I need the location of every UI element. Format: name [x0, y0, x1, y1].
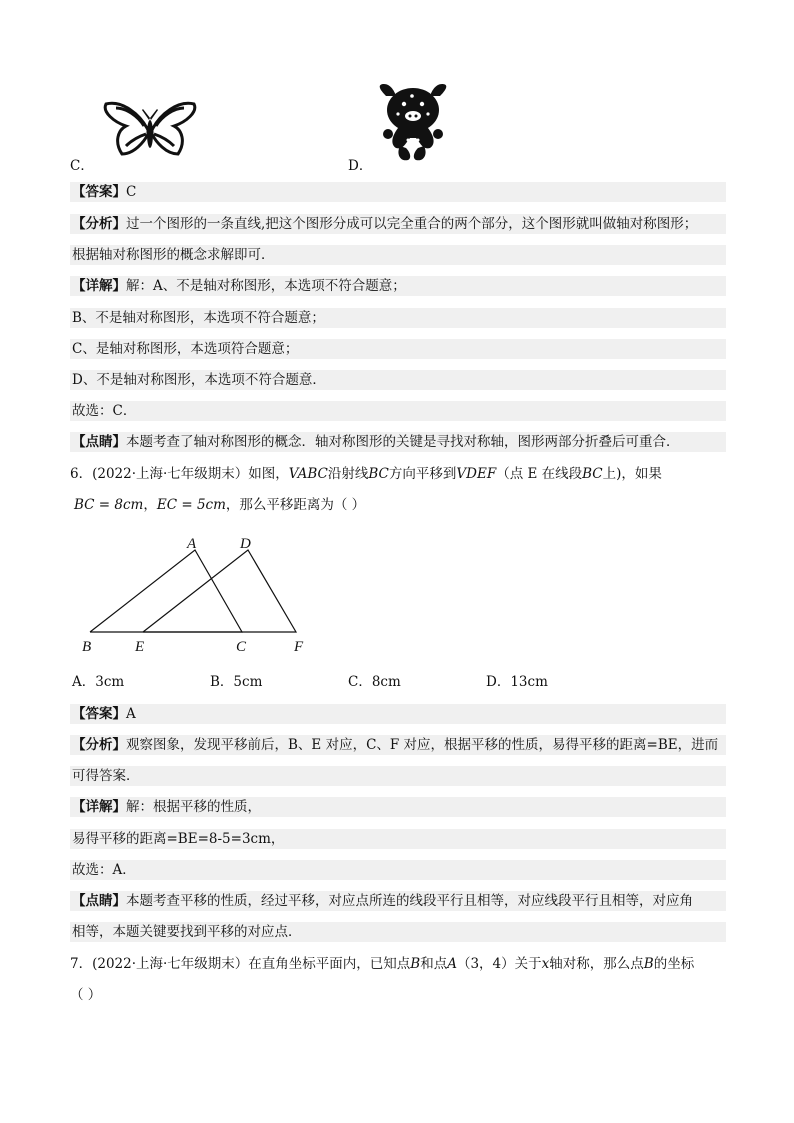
- q6-comment-tag: 【点睛】: [72, 893, 126, 909]
- q6-stem-prefix: 6．(2022·上海·七年级期末）如图，: [70, 466, 289, 482]
- q6-triangle-abc-shape: [90, 550, 242, 632]
- q6-comment-text-1: 本题考查平移的性质，经过平移，对应点所连的线段平行且相等，对应线段平行且相等，对应角: [126, 893, 693, 909]
- q7-stem-line-1: [70, 954, 694, 974]
- q6-analysis-1: [70, 735, 726, 755]
- q7-stem-mid3: 轴对称，那么点: [549, 956, 644, 972]
- q6-answer: [70, 704, 726, 724]
- pig-image: [376, 82, 450, 164]
- q5-option-d-label: D．: [348, 158, 373, 174]
- q6-detail-1: [70, 797, 726, 817]
- q6-comment-2: [70, 922, 726, 942]
- q6-answer-tag: 【答案】: [72, 706, 126, 722]
- q6-option-d: D．13cm: [486, 674, 548, 690]
- q6-analysis-text-2: 可得答案．: [72, 768, 140, 784]
- q6-label-b: B: [82, 639, 92, 655]
- q7-axis-x: x: [541, 956, 550, 972]
- q5-detail-text-1: 解：A、不是轴对称图形，本选项不符合题意；: [126, 278, 406, 294]
- q5-analysis-2: [70, 245, 726, 265]
- q6-detail-text-3: 故选：A．: [72, 862, 136, 878]
- q6-segment-bc: BC: [368, 466, 389, 482]
- q7-stem-mid1: 和点: [420, 956, 448, 972]
- q6-option-b: B．5cm: [210, 674, 263, 690]
- q6-triangle-def-shape: [143, 550, 296, 632]
- q6-detail-2: [70, 829, 726, 849]
- q5-comment-tag: 【点睛】: [72, 434, 126, 450]
- q5-detail-4: [70, 370, 726, 390]
- q6-stem-suffix: 上)，如果: [602, 466, 662, 482]
- q6-analysis-text-1: 观察图象，发现平移前后，B、E 对应，C、F 对应，根据平移的性质，易得平移的距离=BE，进而: [126, 737, 719, 753]
- q5-detail-2: [70, 308, 726, 328]
- q6-label-c: C: [236, 639, 247, 655]
- q6-label-e: E: [135, 639, 145, 655]
- q6-condition-bc: BC = 8cm: [74, 497, 144, 513]
- q6-detail-text-2: 易得平移的距离=BE=8-5=3cm，: [72, 831, 285, 847]
- q5-detail-5: [70, 401, 726, 421]
- q7-point-a: A: [447, 956, 457, 972]
- q6-analysis-tag: 【分析】: [72, 737, 126, 753]
- q5-analysis-text-1: 过一个图形的一条直线,把这个图形分成可以完全重合的两个部分，这个图形就叫做轴对称图形；: [126, 216, 698, 232]
- q6-detail-3: [70, 860, 726, 880]
- q6-condition-ec: EC = 5cm: [156, 497, 226, 513]
- q5-detail-1: [70, 276, 726, 296]
- q5-detail-text-4: D、不是轴对称图形，本选项不符合题意．: [72, 372, 326, 388]
- butterfly-image: [100, 96, 200, 162]
- q6-label-d: D: [240, 536, 251, 552]
- q5-detail-text-3: C、是轴对称图形，本选项符合题意；: [72, 341, 299, 357]
- q6-stem-mid3: （点 E 在线段: [496, 466, 583, 482]
- q6-condition-separator: ，: [143, 497, 157, 513]
- q6-segment-bc-2: BC: [582, 466, 603, 482]
- q7-point-b-2: B: [643, 956, 654, 972]
- q7-stem-line-2: （ ）: [70, 987, 102, 1003]
- q6-detail-text-1: 解：根据平移的性质，: [126, 799, 261, 815]
- q6-label-f: F: [294, 639, 304, 655]
- q5-answer-tag: 【答案】: [72, 184, 126, 200]
- q5-analysis-tag: 【分析】: [72, 216, 126, 232]
- q5-detail-3: [70, 339, 726, 359]
- q7-stem-suffix: 的坐标: [653, 956, 695, 972]
- q5-option-c-label: C．: [70, 158, 94, 174]
- q5-detail-tag: 【详解】: [72, 278, 126, 294]
- q5-analysis-text-2: 根据轴对称图形的概念求解即可．: [72, 247, 275, 263]
- q5-analysis-1: [70, 214, 726, 234]
- q6-comment-text-2: 相等，本题关键要找到平移的对应点．: [72, 924, 302, 940]
- q6-analysis-2: [70, 766, 726, 786]
- q5-answer: [70, 182, 726, 202]
- q6-translation-figure: [76, 532, 316, 658]
- q6-triangle-abc: VABC: [288, 466, 328, 482]
- q6-triangle-def: VDEF: [456, 466, 497, 482]
- q6-answer-value: A: [126, 706, 136, 722]
- q6-stem-line-1: [70, 464, 662, 484]
- q7-stem-mid2: （3，4）关于: [456, 956, 542, 972]
- q5-comment-text: 本题考查了轴对称图形的概念．轴对称图形的关键是寻找对称轴，图形两部分折叠后可重合．: [126, 434, 680, 450]
- q6-option-c: C．8cm: [348, 674, 401, 690]
- q5-comment: [70, 432, 726, 452]
- q5-detail-text-2: B、不是轴对称图形，本选项不符合题意；: [72, 310, 325, 326]
- q5-answer-value: C: [126, 184, 137, 200]
- q6-stem-line-2: [74, 495, 365, 515]
- q6-stem-end: ，那么平移距离为（ ）: [225, 497, 366, 513]
- q6-comment-1: [70, 891, 726, 911]
- q6-stem-mid2: 方向平移到: [388, 466, 457, 482]
- q6-detail-tag: 【详解】: [72, 799, 126, 815]
- q7-stem-prefix: 7．(2022·上海·七年级期末）在直角坐标平面内，已知点: [70, 956, 411, 972]
- q6-option-a: A．3cm: [72, 674, 125, 690]
- q5-detail-text-5: 故选：C．: [72, 403, 137, 419]
- q6-stem-mid1: 沿射线: [327, 466, 369, 482]
- q7-point-b: B: [410, 956, 421, 972]
- q6-label-a: A: [187, 536, 197, 552]
